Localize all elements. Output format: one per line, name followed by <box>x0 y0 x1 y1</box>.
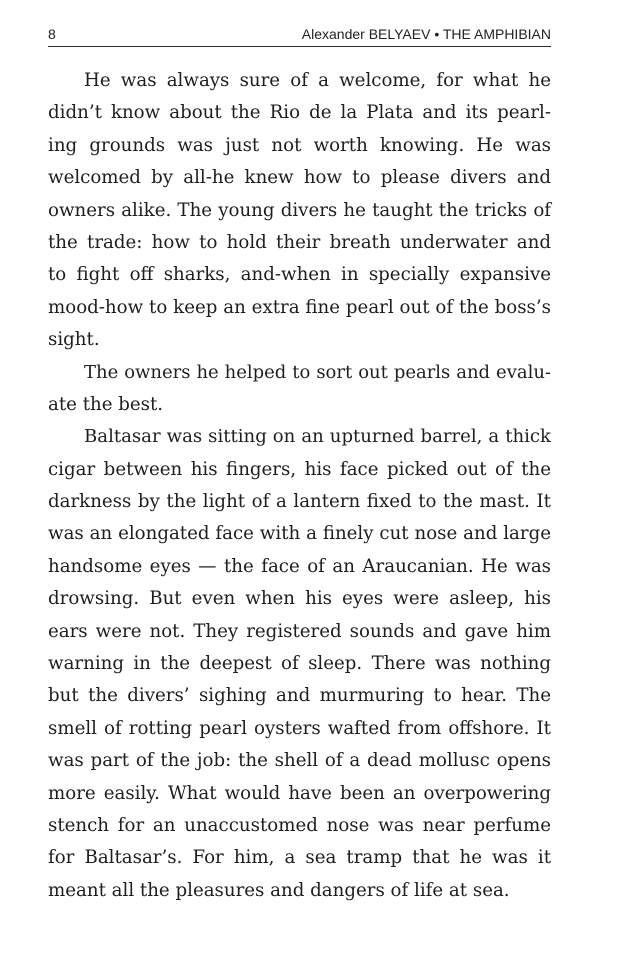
text-line: warning in the deepest of sleep. There was nothing <box>48 653 551 675</box>
text-line: more easily. What would have been an overpowering <box>48 782 551 804</box>
text-line: was part of the job: the shell of a dead mollusc opens <box>48 750 551 772</box>
body-text <box>48 65 551 907</box>
text-line: cigar between his fingers, his face picked out of the <box>48 458 551 480</box>
text-line: for Baltasar’s. For him, a sea tramp that he was it <box>48 847 551 869</box>
text-line: was an elongated face with a finely cut nose and large <box>48 523 551 545</box>
text-line: stench for an unaccustomed nose was near perfume <box>48 814 551 836</box>
text-line: drowsing. But even when his eyes were asleep, his <box>48 588 551 610</box>
paragraph <box>48 357 551 422</box>
text-line: meant all the pleasures and dangers of life at sea. <box>48 879 510 901</box>
text-line: The owners he helped to sort out pearls and evalu- <box>84 361 551 383</box>
text-line: handsome eyes — the face of an Araucanian. He was <box>48 555 551 577</box>
text-line: darkness by the light of a lantern fixed to the mast. It <box>48 491 551 513</box>
text-line: welcomed by all-he knew how to please divers and <box>48 167 551 189</box>
running-header <box>48 24 551 47</box>
text-line: smell of rotting pearl oysters wafted from offshore. It <box>48 717 551 739</box>
text-line: ate the best. <box>48 393 164 415</box>
text-line: sight. <box>48 329 100 351</box>
text-line: didn’t know about the Rio de la Plata and its pearl- <box>48 102 551 124</box>
header-title: Alexander BELYAEV • THE AMPHIBIAN <box>301 26 551 42</box>
paragraph <box>48 65 551 357</box>
paragraph <box>48 421 551 907</box>
text-line: Baltasar was sitting on an upturned barrel, a thick <box>84 426 551 448</box>
text-line: ing grounds was just not worth knowing. He was <box>48 134 551 156</box>
text-line: but the divers’ sighing and murmuring to hear. The <box>48 685 551 707</box>
text-line: owners alike. The young divers he taught the tricks of <box>48 199 551 221</box>
text-line: to fight off sharks, and-when in specially expansive <box>48 264 551 286</box>
page-number: 8 <box>48 26 56 42</box>
text-line: mood-how to keep an extra fine pearl out of the boss’s <box>48 296 551 318</box>
text-line: He was always sure of a welcome, for what he <box>84 70 551 91</box>
text-line: ears were not. They registered sounds and gave him <box>48 620 551 642</box>
text-line: the trade: how to hold their breath underwater and <box>48 231 551 253</box>
